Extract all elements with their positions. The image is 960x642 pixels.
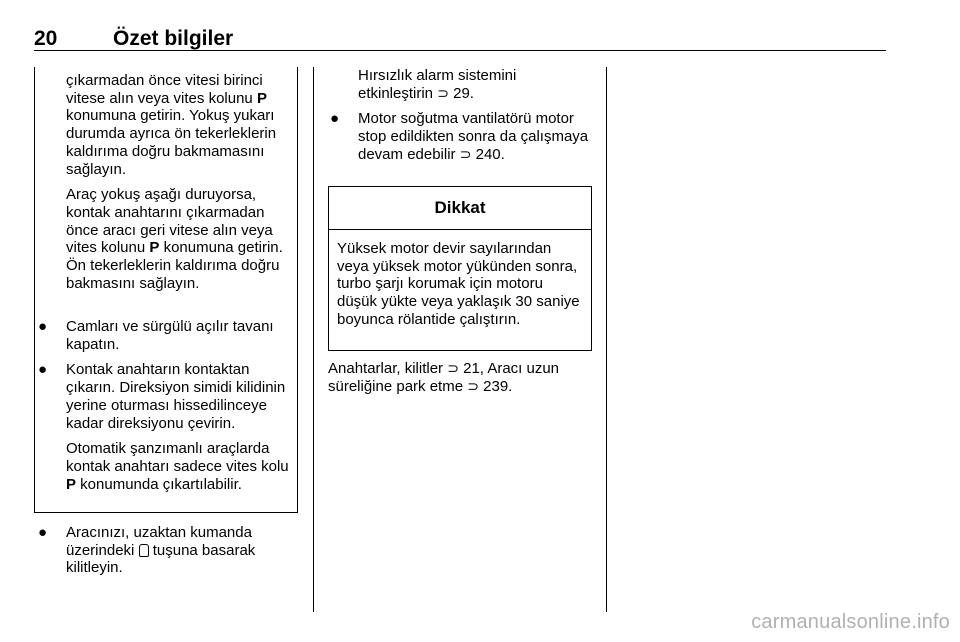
column-1-boxed-text [66,72,294,300]
column-1-bullets [36,318,294,501]
list-item: ● Aracınızı, uzaktan kumanda üzerindeki tuşuna basarak kilitleyin. [38,524,256,577]
bullet-icon: ● [330,110,340,128]
notice-body: Yüksek motor devir sayılarından veya yüksek motor yükünden sonra, turbo şarjı korumak için motoru düşük yükte veya yaklaşık 30 saniye boyunca rölantide çalıştırın. [337,240,580,328]
list-item: ● Motor soğutma vantilatörü motor stop edildikten sonra da çalışmaya devam edebilir ⊃ 240. [330,110,589,163]
page-ref-icon: ⊃ [459,145,472,162]
column-1-after-box [36,524,294,585]
paragraph: Araç yokuş aşağı duruyorsa, kontak anahtarını çıkarmadan önce aracı geri vitese alın veya vites kolunu P konumuna getirin. Ön tekerleklerin kaldırıma doğru bakmasını sağlayın. [66,186,283,292]
page-header [34,28,886,51]
bullet-icon: ● [38,524,48,541]
notice-title: Dikkat [329,187,591,230]
page-number: 20 [34,27,58,50]
column-divider [313,67,314,612]
list-item: ● Kontak anahtarın kontaktan çıkarın. Direksiyon simidi kilidinin yerine oturması hissedilinceye kadar direksiyonu çevirin. [38,361,286,432]
column-divider [606,67,607,612]
lock-key-icon [139,544,149,557]
paragraph: Otomatik şanzımanlı araçlarda kontak anahtarı sadece vites kolu P konumunda çıkartılabilir. [66,440,289,493]
paragraph: Anahtarlar, kilitler ⊃ 21, Aracı uzun süreliğine park etme ⊃ 239. [328,360,560,395]
page-ref-icon: ⊃ [467,377,479,394]
section-title: Özet bilgiler [113,27,234,50]
notice-box [328,186,592,351]
page-ref-icon: ⊃ [437,84,449,101]
list-item: ● Camları ve sürgülü açılır tavanı kapatın. [38,318,274,353]
bullet-icon: ● [38,318,48,335]
watermark: carmanualsonline.info [751,611,950,633]
column-2-text [328,67,592,172]
paragraph: Hırsızlık alarm sistemini etkinleştirin ⊃ 29. [358,67,517,102]
page-ref-icon: ⊃ [447,360,459,376]
column-2-footer [328,360,592,403]
paragraph: çıkarmadan önce vitesi birinci vitese alın veya vites kolunu P konumuna getirin. Yokuş yukarı durumda ayrıca ön tekerleklerin kaldırıma doğru bakmamasını sağlayın. [66,72,277,178]
bullet-icon: ● [38,361,48,379]
